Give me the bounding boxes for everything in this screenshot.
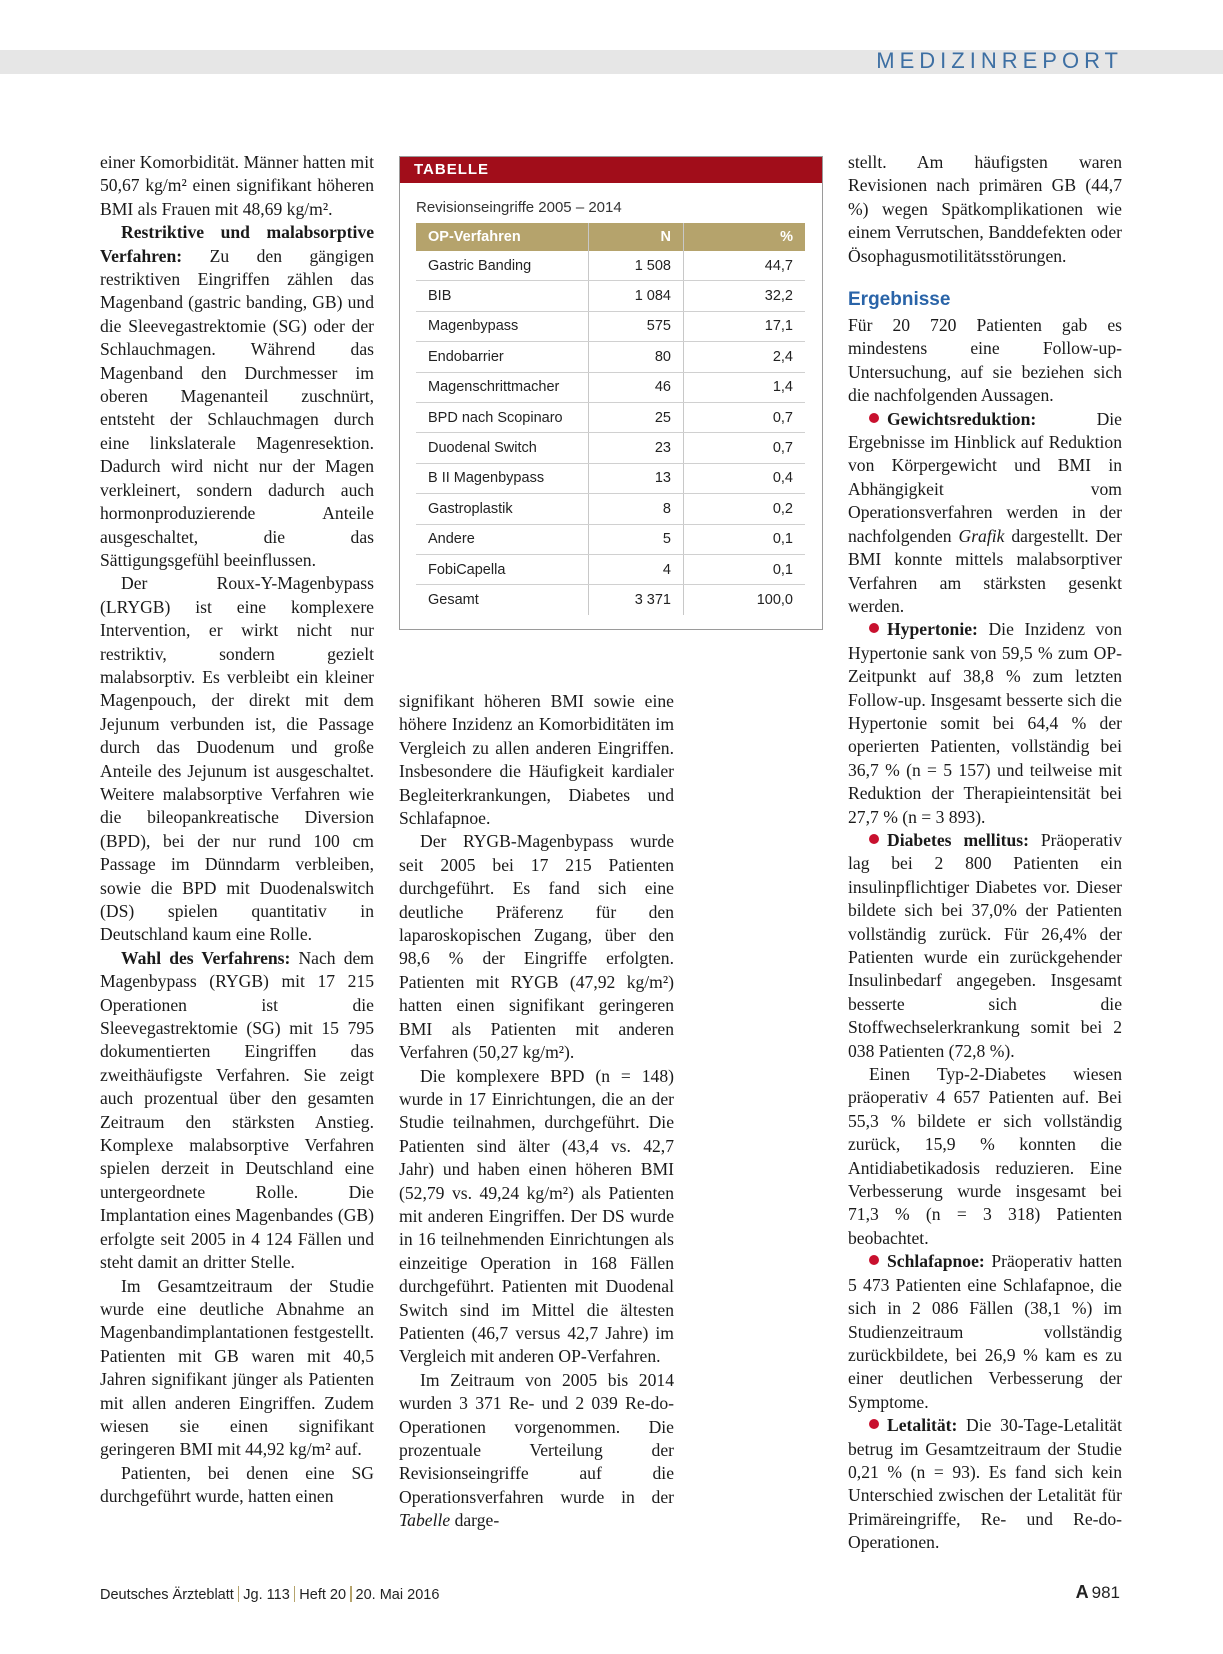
- table-cell: 80: [589, 342, 684, 372]
- left-column: [100, 151, 374, 1509]
- bullet-paragraph: [848, 1414, 1122, 1554]
- table-row-total: [416, 585, 805, 615]
- table-row: [416, 494, 805, 524]
- table-body: [416, 251, 805, 615]
- run-in-heading: Letalität:: [887, 1415, 958, 1436]
- table-cell: 25: [589, 402, 684, 432]
- bullet-paragraph: [848, 829, 1122, 1063]
- table-cell: Gastroplastik: [416, 494, 589, 524]
- paragraph: [100, 947, 374, 1275]
- table-row: [416, 554, 805, 584]
- run-in-heading: Wahl des Verfahrens:: [121, 947, 291, 968]
- paragraph: Die komplexere BPD (n = 148) wurde in 17 Einrichtungen, die an der Studie teilnahmen, durchgeführt. Die Patienten sind älter (43,4 vs. 42,7 Jahr) und haben einen höheren BMI (52,79 vs. 49,24 kg/m²) als Patienten mit anderen Eingriffen. Der DS wurde in 16 teilnehmenden Einrichtungen als einzeitige Operation in 168 Fällen durchgeführt. Patienten mit Duodenal Switch sind im Mittel die ältesten Patienten (46,7 versus 42,7 Jahre) im Vergleich mit anderen OP-Verfahren.: [399, 1065, 674, 1367]
- paragraph: Im Gesamtzeitraum der Studie wurde eine deutliche Abnahme an Magenbandimplantationen festgestellt. Patienten mit GB waren mit 40,5 Jahren signifikant jünger als Patienten mit allen anderen Eingriffen. Zudem wiesen sie einen signifikant geringeren BMI mit 44,92 kg/m² auf.: [100, 1275, 374, 1460]
- table-cell: B II Magenbypass: [416, 463, 589, 493]
- paragraph-text: Im Zeitraum von 2005 bis 2014 wurden 3 371 Re- und 2 039 Re-do-Operationen vorgenommen. Die prozentuale Verteilung der Revisionseingriffe auf die Operationsverfahren wurde in der: [399, 1369, 674, 1507]
- paragraph-text: Präoperativ lag bei 2 800 Patienten ein insulinpflichtiger Diabetes vor. Dieser bildete sich bei 37,0% der Patienten vollständig zurück. Für 26,4% der Patienten wurde ein zurückgehender Insulinbedarf angegeben. Insgesamt besserte sich die Stoffwechselerkrankung somit bei 2 038 Patienten (72,8 %).: [848, 829, 1122, 1061]
- table-cell: 32,2: [684, 281, 806, 311]
- table-cell: 0,4: [684, 463, 806, 493]
- middle-column: [399, 690, 674, 1533]
- table-cell: 1 084: [589, 281, 684, 311]
- table-cell: 575: [589, 311, 684, 341]
- table-row: [416, 524, 805, 554]
- bullet-icon: [869, 1419, 879, 1429]
- column-header: N: [589, 223, 684, 251]
- table-cell: 0,7: [684, 402, 806, 432]
- table-row: [416, 281, 805, 311]
- paragraph-text: Präoperativ hatten 5 473 Patienten eine Schlafapnoe, die sich in 2 086 Fällen (38,1 %) im Studienzeitraum vollständig zurückbildete, bei 26,9 % kam es zu einer deutlichen Verbesserung der Symptome.: [848, 1251, 1122, 1412]
- bullet-icon: [869, 623, 879, 633]
- table-cell: 0,1: [684, 524, 806, 554]
- separator: [350, 1586, 352, 1602]
- table-reference: Tabelle: [399, 1510, 451, 1531]
- table-caption: Revisionseingriffe 2005 – 2014: [416, 199, 622, 216]
- paragraph: Einen Typ-2-Diabetes wiesen präoperativ 4 657 Patienten auf. Bei 55,3 % bildete er sich vollständig zurück, 15,9 % konnten die Antidiabetikadosis reduzieren. Eine Verbesserung wurde insgesamt bei 71,3 % (n = 3 318) Patienten beobachtet.: [848, 1064, 1122, 1248]
- page-number-value: 981: [1091, 1583, 1120, 1602]
- bullet-icon: [869, 413, 879, 423]
- table-cell: FobiCapella: [416, 554, 589, 584]
- journal-name: Deutsches Ärzteblatt: [100, 1587, 234, 1603]
- table-cell: Andere: [416, 524, 589, 554]
- revision-table: [416, 223, 805, 615]
- graphic-reference: Grafik: [958, 525, 1005, 546]
- paragraph-text: Die Inzidenz von Hypertonie sank von 59,5 % zum OP-Zeitpunkt auf 38,8 % zum letzten Follow-up. Insgesamt besserte sich die Hypertonie somit bei 64,4 % der operierten Patienten, vollständig bei 36,7 % (n = 5 157) und teilweise mit Reduktion der Therapieintensität bei 27,7 % (n = 3 893).: [848, 619, 1122, 827]
- table-box: [399, 156, 823, 630]
- paragraph-text: Die 30-Tage-Letalität betrug im Gesamtzeitraum der Studie 0,21 % (n = 93). Es fand sich kein Unterschied zwischen der Letalität für Primäreingriffe, Re- und Re-do-Operationen.: [848, 1415, 1122, 1553]
- table-cell: Magenbypass: [416, 311, 589, 341]
- table-cell: 13: [589, 463, 684, 493]
- bullet-icon: [869, 1255, 879, 1265]
- page-prefix: A: [1075, 1582, 1089, 1602]
- table-cell: BIB: [416, 281, 589, 311]
- section-heading: Ergebnisse: [848, 289, 951, 311]
- bullet-paragraph: [848, 618, 1122, 829]
- table-cell: Endobarrier: [416, 342, 589, 372]
- paragraph: Für 20 720 Patienten gab es mindestens eine Follow-up-Untersuchung, auf sie beziehen sich die nachfolgenden Aussagen.: [848, 315, 1122, 406]
- paragraph-text: Nach dem Magenbypass (RYGB) mit 17 215 Operationen ist die Sleevegastrektomie (SG) mit 15 795 dokumentierten Eingriffen das zweithäufigste Verfahren. Sie zeigt auch prozentual über den gesamten Zeitraum den stärksten Anstieg. Komplexe malabsorptive Verfahren spielen derzeit in Deutschland eine untergeordnete Rolle. Die Implantation eines Magenbandes (GB) erfolgte seit 2005 in 4 124 Fällen und steht damit an dritter Stelle.: [100, 947, 374, 1273]
- table-cell: 0,1: [684, 554, 806, 584]
- paragraph: Der Roux-Y-Magenbypass (LRYGB) ist eine komplexere Intervention, er wirkt nicht nur restriktiv, sondern gezielt malabsorptiv. Es verbleibt ein kleiner Magenpouch, der direkt mit dem Jejunum verbunden ist, die Passage durch das Duodenum und große Anteile des Jejunum ist ausgeschaltet. Weitere malabsorptive Verfahren wie die bileopankreatische Diversion (BPD), bei der nur rund 100 cm Passage im Dünndarm verbleiben, sowie die BPD mit Duodenalswitch (DS) spielen quantitativ in Deutschland kaum eine Rolle.: [100, 573, 374, 945]
- paragraph: [399, 1369, 674, 1533]
- paragraph: einer Komorbidität. Männer hatten mit 50,67 kg/m² einen signifikant höheren BMI als Frauen mit 48,69 kg/m².: [100, 152, 374, 219]
- table-cell: 5: [589, 524, 684, 554]
- separator: [294, 1586, 296, 1602]
- table-cell: 8: [589, 494, 684, 524]
- table-row: [416, 433, 805, 463]
- table-cell: 17,1: [684, 311, 806, 341]
- volume: Jg. 113: [243, 1587, 290, 1603]
- run-in-heading: Hypertonie:: [887, 619, 978, 640]
- paragraph-text: darge-: [450, 1510, 500, 1531]
- paragraph: Der RYGB-Magenbypass wurde seit 2005 bei 17 215 Patienten durchgeführt. Es fand sich eine deutliche Präferenz für den laparoskopischen Zugang, über den 98,6 % der Eingriffe erfolgten. Patienten mit RYGB (47,92 kg/m²) hatten einen signifikant geringeren BMI als Patienten mit anderen Verfahren (50,27 kg/m²).: [399, 831, 674, 1063]
- paragraph-text: Die Ergebnisse im Hinblick auf Reduktion von Körpergewicht und BMI in Abhängigkeit vom Operationsverfahren werden in der nachfolgenden: [848, 408, 1122, 546]
- issue-date: 20. Mai 2016: [355, 1587, 440, 1603]
- paragraph-text: Zu den gängigen restriktiven Eingriffen zählen das Magenband (gastric banding, GB) und die Sleevegastrektomie (SG) oder der Schlauchmagen. Während das Magenband den Durchmesser im oberen Magenanteil zuschnürt, entsteht der Schlauchmagen durch eine linkslaterale Magenresektion. Dadurch wird nicht nur der Magen verkleinert, sondern dadurch auch hormonproduzierende Anteile ausgeschaltet, die das Sättigungsgefühl beeinflussen.: [100, 245, 374, 570]
- paragraph-text: dargestellt. Der BMI konnte mittels malabsorptiver Verfahren am stärksten gesenkt werden.: [848, 525, 1122, 616]
- run-in-heading: Schlafapnoe:: [887, 1251, 985, 1272]
- bullet-paragraph: [848, 408, 1122, 619]
- table-cell: 0,7: [684, 433, 806, 463]
- table-label: TABELLE: [400, 157, 822, 183]
- table-cell: 4: [589, 554, 684, 584]
- table-cell: 100,0: [756, 591, 793, 608]
- right-column: [848, 151, 1122, 1555]
- paragraph: signifikant höheren BMI sowie eine höhere Inzidenz an Komorbiditäten im Vergleich zu allen anderen Eingriffen. Insbesondere die Häufigkeit kardialer Begleiterkrankungen, Diabetes und Schlafapnoe.: [399, 691, 674, 829]
- table-row: [416, 251, 805, 281]
- paragraph: stellt. Am häufigsten waren Revisionen nach primären GB (44,7 %) wegen Spätkomplikationen wie einem Verrutschen, Banddefekten oder Ösophagusmotilitätsstörungen.: [848, 152, 1122, 266]
- section-label: MEDIZINREPORT: [876, 48, 1123, 73]
- paragraph: Patienten, bei denen eine SG durchgeführt wurde, hatten einen: [100, 1462, 374, 1507]
- table-row: [416, 463, 805, 493]
- table-cell: 1 508: [589, 251, 684, 281]
- table-cell: Magenschrittmacher: [416, 372, 589, 402]
- run-in-heading: Gewichtsreduktion:: [887, 408, 1037, 429]
- separator: [238, 1586, 240, 1602]
- page-number: [1076, 1582, 1120, 1603]
- table-row: [416, 402, 805, 432]
- bullet-paragraph: [848, 1250, 1122, 1414]
- table-cell: Duodenal Switch: [416, 433, 589, 463]
- paragraph: [100, 221, 374, 572]
- footer: [100, 1586, 439, 1603]
- table-cell: 0,2: [684, 494, 806, 524]
- table-row: [416, 342, 805, 372]
- table-header-row: [416, 223, 805, 251]
- table-cell: Gesamt: [416, 585, 589, 615]
- table-row: [416, 311, 805, 341]
- table-cell: Gastric Banding: [416, 251, 589, 281]
- table-cell: 44,7: [684, 251, 806, 281]
- table-cell: 1,4: [684, 372, 806, 402]
- table-cell: 2,4: [684, 342, 806, 372]
- bullet-icon: [869, 834, 879, 844]
- table-row: [416, 372, 805, 402]
- column-header: %: [684, 223, 806, 251]
- issue: Heft 20: [299, 1587, 347, 1603]
- table-cell: 3 371: [589, 585, 684, 615]
- table-cell: BPD nach Scopinaro: [416, 402, 589, 432]
- table-cell: 23: [589, 433, 684, 463]
- run-in-heading: Restriktive und malabsorptive Verfahren:: [100, 222, 374, 266]
- table-cell: 46: [589, 372, 684, 402]
- column-header: OP-Verfahren: [416, 223, 589, 251]
- run-in-heading: Diabetes mellitus:: [887, 829, 1029, 850]
